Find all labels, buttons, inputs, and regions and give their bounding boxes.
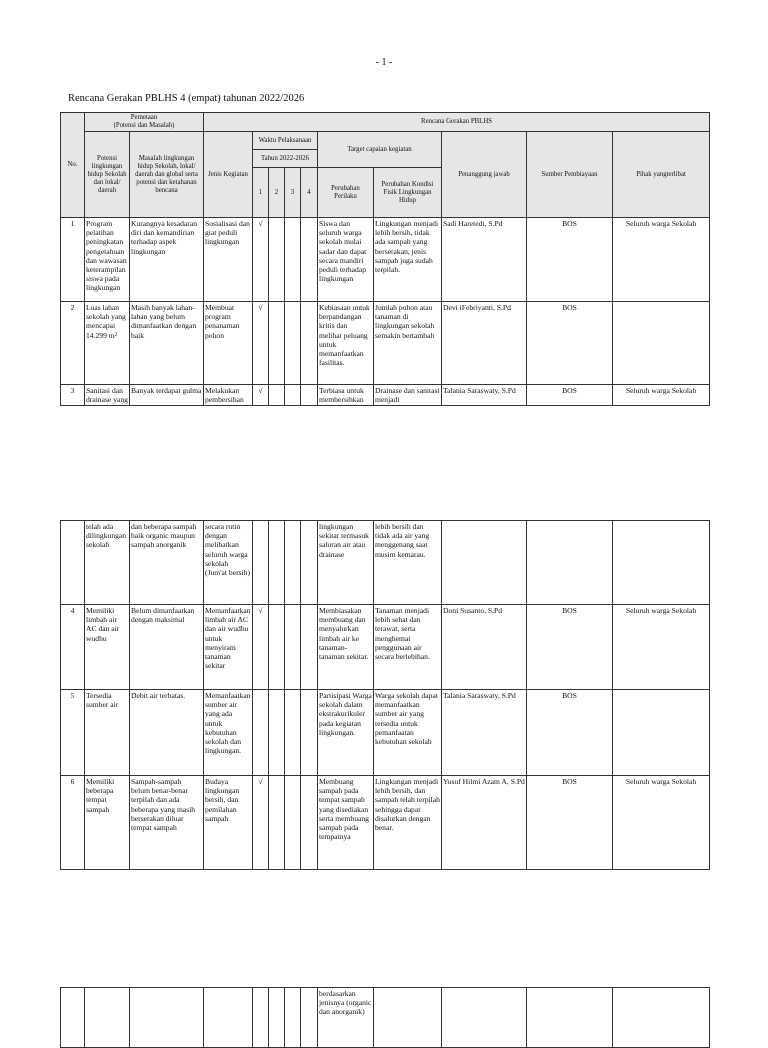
year-4-cell — [301, 776, 318, 870]
year-3-cell — [285, 690, 301, 776]
row-masalah: Banyak terdapat gulma — [130, 385, 204, 406]
check-mark-year-1: √ — [253, 776, 269, 870]
row-fisik: Jumlah pohon atau tanaman di lingkungan sekolah semakin bertambah — [374, 302, 442, 385]
row-jenis: Memanfaatkan limbah air AC dan air wudhu untuk menyiram tanaman sekitar — [204, 605, 253, 690]
row-perilaku: Membuang sampah pada tempat sampah yang disediakan serta membuang sampah pada tempatnya — [318, 776, 374, 870]
year-3-cell — [285, 605, 301, 690]
row-perilaku: Kebiasaan untuk berpandangan kritis dan melihat peluang untuk memanfaatkan fasilitas. — [318, 302, 374, 385]
row-sumber: BOS — [527, 605, 613, 690]
year-1-cell — [253, 521, 269, 605]
row-potensi — [85, 988, 130, 1048]
header-fisik: Perubahan Kondisi Fisik Lingkungan Hidup — [374, 168, 442, 218]
row-masalah: dan beberapa sampah baik organic maupun sampah anorganik — [130, 521, 204, 605]
row-potensi: Memiliki limbah air AC dan air wudhu — [85, 605, 130, 690]
header-pihak: Pihak yangterlibat — [613, 132, 710, 218]
header-potensi: Potensi lingkungan hidup Sekolah dan lokal/ daerah — [85, 132, 130, 218]
row-potensi: Tersedia sumber air — [85, 690, 130, 776]
year-2-cell — [269, 521, 285, 605]
row-potensi: Memiliki beberapa tempat sampah — [85, 776, 130, 870]
year-3-cell — [285, 218, 301, 302]
row-penanggung: Sadi Haretedi, S.Pd — [442, 218, 527, 302]
check-mark-year-1: √ — [253, 385, 269, 406]
header-sumber: Sumber Pembiayaan — [527, 132, 613, 218]
row-pihak — [613, 690, 710, 776]
row-pihak: Seluruh warga Sekolah — [613, 218, 710, 302]
table-row — [61, 605, 710, 690]
row-masalah — [130, 988, 204, 1048]
row-perilaku: Terbiasa untuk membersihkan — [318, 385, 374, 406]
header-target: Target capaian kegiatan — [318, 132, 442, 168]
row-potensi: Luas lahan sekolah yang mencapai 14.299 m² — [85, 302, 130, 385]
header-jenis: Jenis Kegiatan — [204, 132, 253, 218]
header-year-4: 4 — [301, 168, 318, 218]
row-pihak — [613, 302, 710, 385]
year-4-cell — [301, 302, 318, 385]
year-3-cell — [285, 385, 301, 406]
check-mark-year-1: √ — [253, 605, 269, 690]
row-fisik: lebih bersih dan tidak ada air yang menggenang saat musim kemarau. — [374, 521, 442, 605]
row-sumber: BOS — [527, 385, 613, 406]
row-fisik: Lingkungan menjadi lebih bersih, tidak ada sampah yang berserakan, jenis sampah juga sudah terpilah. — [374, 218, 442, 302]
header-masalah: Masalah lingkungan hidup Sekolah, lokal/ daerah dan global serta potensi dan ketahanan bencana — [130, 132, 204, 218]
row-no: 3 — [61, 385, 85, 406]
table-row — [61, 218, 710, 302]
year-2-cell — [269, 988, 285, 1048]
row-jenis: Memanfaatkan sumber air yang ada untuk kebutuhan sekolah dan lingkungan. — [204, 690, 253, 776]
table-row — [61, 302, 710, 385]
table-row — [61, 776, 710, 870]
row-potensi: telah ada dilingkungan sekolah — [85, 521, 130, 605]
rencana-table-page-1 — [60, 112, 710, 406]
row-fisik: Lingkungan menjadi lebih bersih, dan sampah telah terpilah sehingga dapat disalurkan dengan benar. — [374, 776, 442, 870]
document-title: Rencana Gerakan PBLHS 4 (empat) tahunan 2022/2026 — [68, 93, 305, 104]
year-4-cell — [301, 605, 318, 690]
header-no: No. — [61, 113, 85, 218]
year-2-cell — [269, 605, 285, 690]
table-row — [61, 988, 710, 1048]
row-penanggung: Yusuf Hilmi Azam A, S.Pd — [442, 776, 527, 870]
row-fisik: Tanaman menjadi lebih sehat dan terawat, serta menghemat penggunaan air secara berlebihan. — [374, 605, 442, 690]
year-3-cell — [285, 302, 301, 385]
row-jenis: Sosialisasi dan giat peduli lingkungan — [204, 218, 253, 302]
check-mark-year-1: √ — [253, 302, 269, 385]
row-sumber: BOS — [527, 218, 613, 302]
row-pihak: Seluruh warga Sekolah — [613, 605, 710, 690]
row-masalah: Sampah-sampah belum benar-benar terpilah dan ada beberapa yang masih berserakan diluar tempat sampah — [130, 776, 204, 870]
row-no: 5 — [61, 690, 85, 776]
row-pihak: Seluruh warga Sekolah — [613, 385, 710, 406]
table-row — [61, 385, 710, 406]
year-2-cell — [269, 302, 285, 385]
year-2-cell — [269, 218, 285, 302]
year-1-cell — [253, 988, 269, 1048]
row-no: 4 — [61, 605, 85, 690]
header-penanggung: Penanggung jawab — [442, 132, 527, 218]
row-potensi: Program pelatihan peningkatan pengetahuan dan wawasan keterampilan siswa pada lingkungan — [85, 218, 130, 302]
row-perilaku: Siswa dan seluruh warga sekolah mulai sadar dan dapat secara mandiri peduli terhadap lingkungan — [318, 218, 374, 302]
row-pihak — [613, 521, 710, 605]
row-masalah: Debit air terbatas. — [130, 690, 204, 776]
row-potensi: Sanitasi dan drainase yang — [86, 386, 128, 405]
row-jenis: secara rutin dengan melibatkan seluruh warga sekolah (Jum'at bersih) — [204, 521, 253, 605]
row-masalah: Kurangnya kesadaran diri dan kemandirian terhadap aspek lingkungan — [130, 218, 204, 302]
row-no: 6 — [61, 776, 85, 870]
row-jenis: Melakukan pembersihan — [204, 385, 253, 406]
row-sumber: BOS — [527, 690, 613, 776]
rencana-table-page-3 — [60, 987, 710, 1048]
row-penanggung — [442, 988, 527, 1048]
year-1-cell — [253, 690, 269, 776]
row-jenis — [204, 988, 253, 1048]
row-no — [61, 521, 85, 605]
header-pemetaan: Pemetaan (Potensi dan Masalah) — [85, 113, 204, 132]
page-number: - 1 - — [375, 57, 393, 68]
row-masalah: Belum dimanfaatkan dengan maksimal — [130, 605, 204, 690]
year-4-cell — [301, 385, 318, 406]
row-jenis: Membuat program penanaman pohon — [204, 302, 253, 385]
rencana-table-page-2 — [60, 520, 710, 870]
header-year-1: 1 — [253, 168, 269, 218]
header-tahun: Tahun 2022-2026 — [253, 150, 318, 168]
row-fisik — [374, 988, 442, 1048]
row-fisik: Warga sekolah dapat memanfaatkan sumber air yang tersedia untuk pemanfaatan kebutuhan sekolah — [374, 690, 442, 776]
year-3-cell — [285, 776, 301, 870]
row-jenis: Budaya lingkungan bersih, dan pemilahan sampah — [204, 776, 253, 870]
header-perilaku: Perubahan Perilaku — [318, 168, 374, 218]
row-pihak: Seluruh warga Sekolah — [613, 776, 710, 870]
row-perilaku: Partisipasi Warga sekolah dalam ekstrakurikuler pada kegiatan lingkungan. — [318, 690, 374, 776]
year-4-cell — [301, 690, 318, 776]
year-4-cell — [301, 521, 318, 605]
year-2-cell — [269, 690, 285, 776]
row-penanggung: Talania Saraswaty, S.Pd — [442, 690, 527, 776]
year-4-cell — [301, 988, 318, 1048]
row-penanggung: Doni Susanto, S.Pd — [442, 605, 527, 690]
check-mark-year-1: √ — [253, 218, 269, 302]
year-2-cell — [269, 385, 285, 406]
row-fisik: Drainase dan sanitasi menjadi — [375, 386, 440, 405]
year-4-cell — [301, 218, 318, 302]
header-rencana: Rencana Gerakan PBLHS — [204, 113, 710, 132]
row-pihak — [613, 988, 710, 1048]
row-perilaku: lingkungan sekitar termasuk saluran air atau drainase — [318, 521, 374, 605]
table-row — [61, 690, 710, 776]
year-3-cell — [285, 988, 301, 1048]
row-sumber — [527, 521, 613, 605]
row-sumber — [527, 988, 613, 1048]
year-3-cell — [285, 521, 301, 605]
row-no — [61, 988, 85, 1048]
header-year-2: 2 — [269, 168, 285, 218]
row-no: 1 — [61, 218, 85, 302]
year-2-cell — [269, 776, 285, 870]
row-penanggung: Devi iFebriyanti, S.Pd — [442, 302, 527, 385]
row-penanggung: Talania Saraswaty, S.Pd — [442, 385, 527, 406]
row-masalah: Masih banyak lahan-lahan yang belum dimanfaatkan dengan baik — [130, 302, 204, 385]
row-perilaku: Membiasakan membuang dan menyalurkan limbah air ke tanaman-tanaman sekitar. — [318, 605, 374, 690]
table-row — [61, 521, 710, 605]
row-no: 2 — [61, 302, 85, 385]
row-perilaku: berdasarkan jenisnya (organic dan anorganik) — [318, 988, 374, 1048]
row-sumber: BOS — [527, 776, 613, 870]
row-penanggung — [442, 521, 527, 605]
row-sumber: BOS — [527, 302, 613, 385]
header-year-3: 3 — [285, 168, 301, 218]
header-waktu: Waktu Pelaksanaan — [253, 132, 318, 150]
